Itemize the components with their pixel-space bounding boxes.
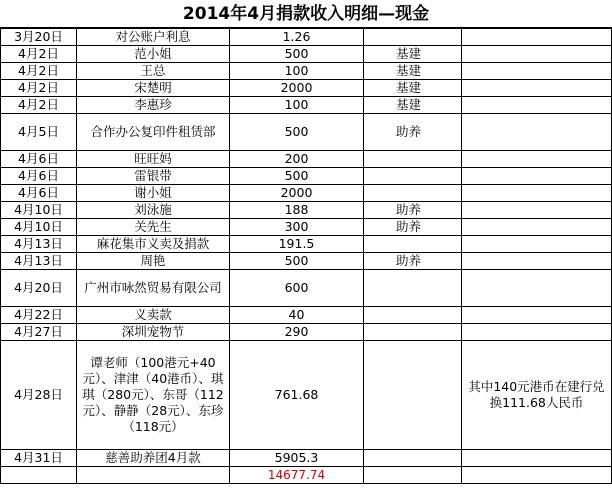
- name-cell: 慈善助养团4月款: [77, 450, 230, 467]
- table-row: [1, 307, 612, 324]
- date-cell: 4月2日: [1, 46, 77, 63]
- name-cell: 义卖款: [77, 307, 230, 324]
- note-cell: [462, 63, 612, 80]
- empty-cell: [364, 467, 462, 484]
- purpose-cell: [364, 151, 462, 168]
- table-row: [1, 168, 612, 185]
- note-cell: [462, 114, 612, 151]
- note-cell: [462, 253, 612, 270]
- amount-cell: 1.26: [230, 29, 364, 46]
- amount-cell: 191.5: [230, 236, 364, 253]
- table-row: [1, 63, 612, 80]
- amount-cell: 761.68: [230, 341, 364, 450]
- amount-cell: 500: [230, 253, 364, 270]
- empty-cell: [1, 467, 77, 484]
- table-row: [1, 219, 612, 236]
- note-cell: [462, 307, 612, 324]
- name-cell: 谭老师（100港元+40元）、津津（40港币）、琪琪（280元）、东哥（112元）、静静（28元）、东珍（118元）: [77, 341, 230, 450]
- name-cell: 合作办公复印件租赁部: [77, 114, 230, 151]
- date-cell: 4月6日: [1, 185, 77, 202]
- table-row: [1, 185, 612, 202]
- amount-cell: 500: [230, 168, 364, 185]
- date-cell: 4月10日: [1, 202, 77, 219]
- date-cell: 4月13日: [1, 253, 77, 270]
- purpose-cell: [364, 236, 462, 253]
- table-row: [1, 202, 612, 219]
- amount-cell: 290: [230, 324, 364, 341]
- note-cell: [462, 236, 612, 253]
- amount-cell: 188: [230, 202, 364, 219]
- note-cell: [462, 450, 612, 467]
- date-cell: 4月6日: [1, 151, 77, 168]
- amount-cell: 500: [230, 46, 364, 63]
- purpose-cell: 基建: [364, 46, 462, 63]
- name-cell: 宋楚明: [77, 80, 230, 97]
- table-row: [1, 253, 612, 270]
- purpose-cell: [364, 450, 462, 467]
- note-cell: [462, 168, 612, 185]
- purpose-cell: 助养: [364, 253, 462, 270]
- purpose-cell: [364, 324, 462, 341]
- purpose-cell: [364, 168, 462, 185]
- name-cell: 周艳: [77, 253, 230, 270]
- table-row: [1, 151, 612, 168]
- note-cell: [462, 202, 612, 219]
- empty-cell: [77, 467, 230, 484]
- purpose-cell: 基建: [364, 63, 462, 80]
- table-row: [1, 324, 612, 341]
- table-row: [1, 97, 612, 114]
- table-row: [1, 270, 612, 307]
- table-row: [1, 450, 612, 467]
- purpose-cell: [364, 270, 462, 307]
- name-cell: 王总: [77, 63, 230, 80]
- amount-cell: 2000: [230, 185, 364, 202]
- date-cell: 4月10日: [1, 219, 77, 236]
- date-cell: 4月22日: [1, 307, 77, 324]
- note-cell: [462, 185, 612, 202]
- amount-cell: 100: [230, 97, 364, 114]
- name-cell: 对公账户利息: [77, 29, 230, 46]
- purpose-cell: 助养: [364, 114, 462, 151]
- total-row: [1, 467, 612, 484]
- date-cell: 4月6日: [1, 168, 77, 185]
- date-cell: 4月27日: [1, 324, 77, 341]
- amount-cell: 600: [230, 270, 364, 307]
- note-cell: 其中140元港币在建行兑换111.68人民币: [462, 341, 612, 450]
- total-amount: 14677.74: [230, 467, 364, 484]
- table-row: [1, 341, 612, 450]
- table-row: [1, 29, 612, 46]
- table-row: [1, 236, 612, 253]
- donation-table: [0, 28, 612, 484]
- table-row: [1, 80, 612, 97]
- amount-cell: 300: [230, 219, 364, 236]
- date-cell: 4月28日: [1, 341, 77, 450]
- purpose-cell: [364, 307, 462, 324]
- table-row: [1, 114, 612, 151]
- note-cell: [462, 29, 612, 46]
- note-cell: [462, 324, 612, 341]
- name-cell: 麻花集市义卖及捐款: [77, 236, 230, 253]
- amount-cell: 5905.3: [230, 450, 364, 467]
- name-cell: 李惠珍: [77, 97, 230, 114]
- note-cell: [462, 46, 612, 63]
- note-cell: [462, 97, 612, 114]
- purpose-cell: 基建: [364, 97, 462, 114]
- amount-cell: 40: [230, 307, 364, 324]
- name-cell: 刘泳施: [77, 202, 230, 219]
- empty-cell: [462, 467, 612, 484]
- date-cell: 4月5日: [1, 114, 77, 151]
- purpose-cell: [364, 185, 462, 202]
- sheet-title: 2014年4月捐款收入明细—现金: [0, 0, 612, 28]
- date-cell: 3月20日: [1, 29, 77, 46]
- name-cell: 范小姐: [77, 46, 230, 63]
- date-cell: 4月31日: [1, 450, 77, 467]
- note-cell: [462, 270, 612, 307]
- purpose-cell: [364, 341, 462, 450]
- purpose-cell: [364, 29, 462, 46]
- purpose-cell: 基建: [364, 80, 462, 97]
- purpose-cell: 助养: [364, 202, 462, 219]
- name-cell: 广州市咏然贸易有限公司: [77, 270, 230, 307]
- name-cell: 旺旺妈: [77, 151, 230, 168]
- name-cell: 雷银带: [77, 168, 230, 185]
- note-cell: [462, 151, 612, 168]
- amount-cell: 200: [230, 151, 364, 168]
- name-cell: 谢小姐: [77, 185, 230, 202]
- date-cell: 4月2日: [1, 80, 77, 97]
- purpose-cell: 助养: [364, 219, 462, 236]
- amount-cell: 100: [230, 63, 364, 80]
- name-cell: 关先生: [77, 219, 230, 236]
- date-cell: 4月13日: [1, 236, 77, 253]
- amount-cell: 500: [230, 114, 364, 151]
- note-cell: [462, 219, 612, 236]
- date-cell: 4月2日: [1, 63, 77, 80]
- name-cell: 深圳宠物节: [77, 324, 230, 341]
- date-cell: 4月2日: [1, 97, 77, 114]
- table-row: [1, 46, 612, 63]
- date-cell: 4月20日: [1, 270, 77, 307]
- amount-cell: 2000: [230, 80, 364, 97]
- note-cell: [462, 80, 612, 97]
